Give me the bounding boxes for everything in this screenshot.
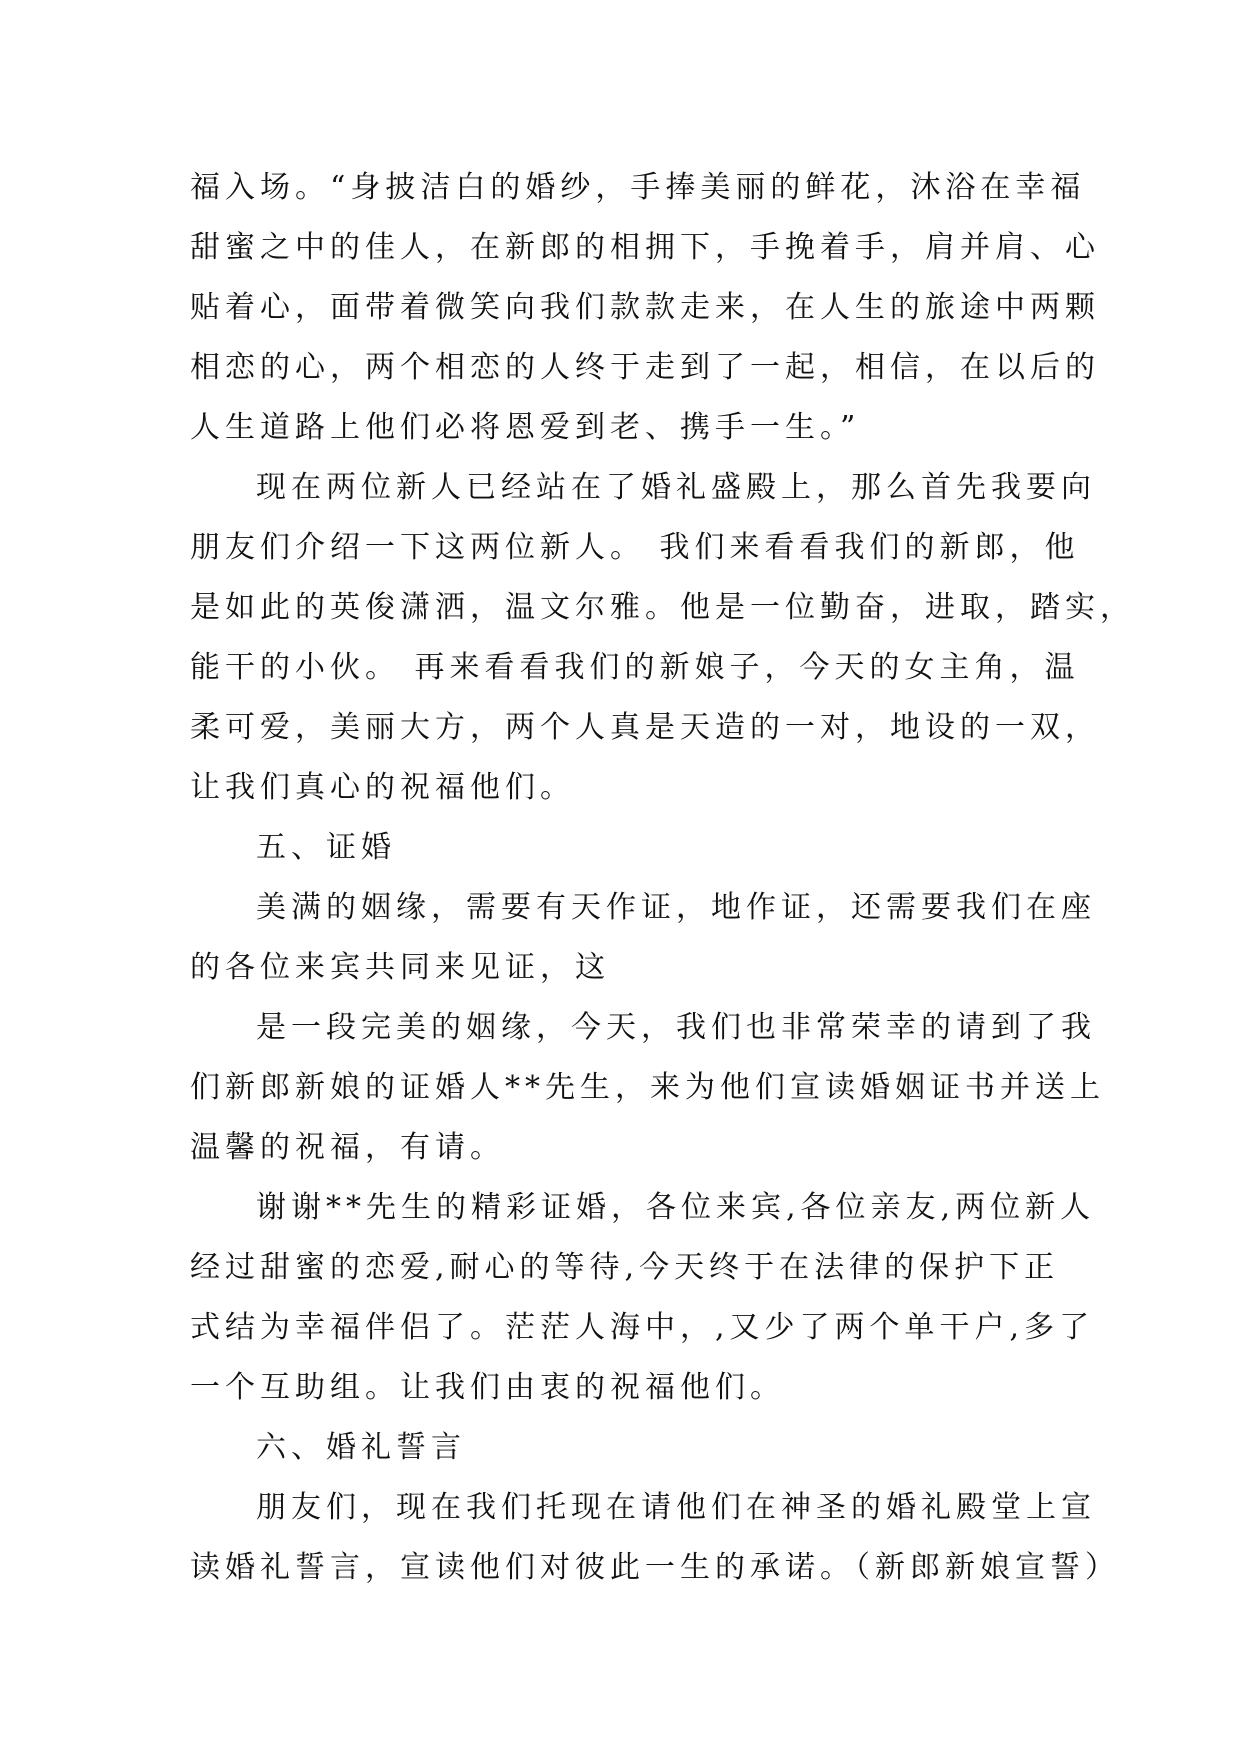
text-line: 甜蜜之中的佳人，在新郎的相拥下，手挽着手，肩并肩、心 (190, 230, 1100, 265)
text-line: 能干的小伙。 再来看看我们的新娘子，今天的女主角，温 (190, 650, 1080, 685)
text-line: 相恋的心，两个相恋的人终于走到了一起，相信，在以后的 (190, 350, 1100, 385)
text-line: 贴着心，面带着微笑向我们款款走来，在人生的旅途中两颗 (190, 290, 1100, 325)
text-line: 让我们真心的祝福他们。 (190, 770, 575, 805)
text-line: 是如此的英俊潇洒，温文尔雅。他是一位勤奋，进取，踏实， (190, 590, 1135, 625)
text-line: 们新郎新娘的证婚人**先生，来为他们宣读婚姻证书并送上 (190, 1070, 1105, 1105)
section-heading: 五、证婚 (256, 830, 396, 865)
section-heading: 六、婚礼誓言 (256, 1430, 466, 1465)
text-line: 现在两位新人已经站在了婚礼盛殿上，那么首先我要向 (256, 470, 1096, 505)
text-line: 人生道路上他们必将恩爱到老、携手一生。” (190, 410, 861, 445)
text-line: 谢谢**先生的精彩证婚，各位来宾,各位亲友,两位新人 (256, 1190, 1096, 1225)
text-line: 美满的姻缘，需要有天作证，地作证，还需要我们在座 (256, 890, 1096, 925)
document-body (190, 158, 1135, 1598)
text-line: 经过甜蜜的恋爱,耐心的等待,今天终于在法律的保护下正 (190, 1250, 1060, 1285)
text-line: 的各位来宾共同来见证，这 (190, 950, 610, 985)
text-line: 福入场。“身披洁白的婚纱，手捧美丽的鲜花，沐浴在幸福 (190, 170, 1086, 205)
text-line: 柔可爱，美丽大方，两个人真是天造的一对，地设的一双， (190, 710, 1100, 745)
text-line: 朋友们，现在我们托现在请他们在神圣的婚礼殿堂上宣 (256, 1490, 1096, 1525)
text-line: 读婚礼誓言，宣读他们对彼此一生的承诺。（新郎新娘宣誓） (190, 1550, 1120, 1585)
text-line: 是一段完美的姻缘，今天，我们也非常荣幸的请到了我 (256, 1010, 1096, 1045)
text-line: 温馨的祝福，有请。 (190, 1130, 505, 1165)
text-line: 一个互助组。让我们由衷的祝福他们。 (190, 1370, 785, 1405)
text-line: 朋友们介绍一下这两位新人。 我们来看看我们的新郎，他 (190, 530, 1080, 565)
text-line: 式结为幸福伴侣了。茫茫人海中，,又少了两个单干户,多了 (190, 1310, 1095, 1345)
